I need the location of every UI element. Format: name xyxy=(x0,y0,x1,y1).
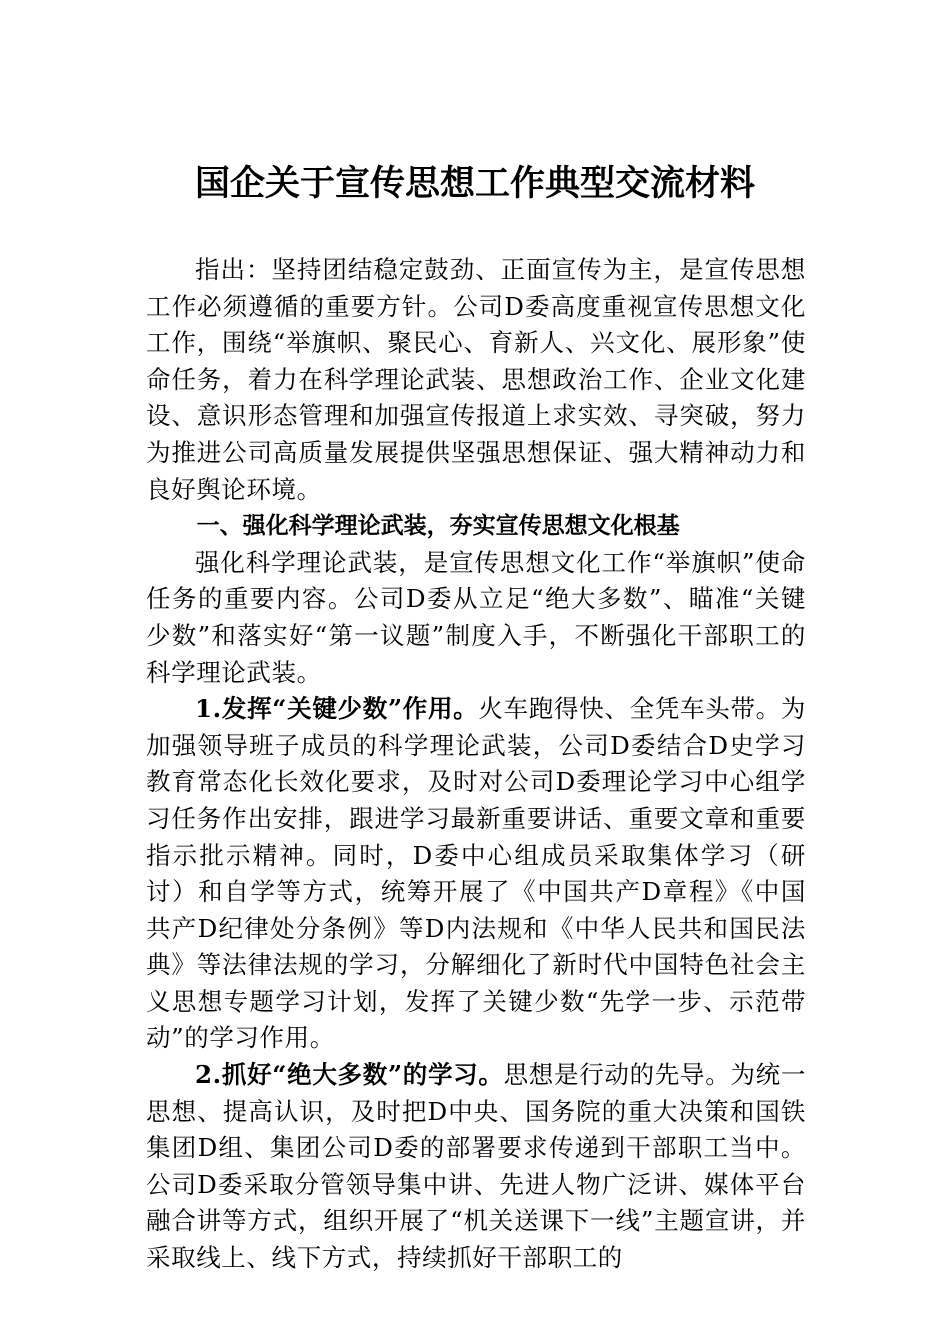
document-title: 国企关于宣传思想工作典型交流材料 xyxy=(194,163,755,204)
item2-text: 思想是行动的先导。为统一思想、提高认识，及时把D中央、国务院的重大决策和国铁集团D组、集团公司D委的部署要求传递到干部职工当中。公司D委采取分管领导集中讲、先进人物广泛讲、媒体平台融合讲等方式，组织开展了“机关送课下一线”主题宣讲，并采取线上、线下方式，持续抓好干部职工的 xyxy=(146,1060,806,1273)
item1-lead: 1.发挥“关键少数”作用。 xyxy=(195,694,479,724)
section-intro-paragraph: 强化科学理论武装，是宣传思想文化工作“举旗帜”使命任务的重要内容。公司D委从立足“绝大多数”、瞄准“关键少数”和落实好“第一议题”制度入手，不断强化干部职工的科学理论武装。 xyxy=(146,547,806,687)
item1-paragraph xyxy=(146,691,806,1057)
document-body xyxy=(146,252,806,1277)
item1-text: 火车跑得快、全凭车头带。为加强领导班子成员的科学理论武装，公司D委结合D史学习教育常态化长效化要求，及时对公司D委理论学习中心组学习任务作出安排，跟进学习最新重要讲话、重要文章和重要指示批示精神。同时，D委中心组成员采取集体学习（研讨）和自学等方式，统筹开展了《中国共产D章程》《中国共产D纪律处分条例》等D内法规和《中华人民共和国民法典》等法律法规的学习，分解细化了新时代中国特色社会主义思想专题学习计划，发挥了关键少数“先学一步、示范带动”的学习作用。 xyxy=(146,694,806,1053)
item2-lead: 2.抓好“绝大多数”的学习。 xyxy=(195,1060,504,1090)
item2-paragraph xyxy=(146,1057,806,1277)
intro-paragraph: 指出：坚持团结稳定鼓劲、正面宣传为主，是宣传思想工作必须遵循的重要方针。公司D委高度重视宣传思想文化工作，围绕“举旗帜、聚民心、育新人、兴文化、展形象”使命任务，着力在科学理论武装、思想政治工作、企业文化建设、意识形态管理和加强宣传报道上求实效、寻突破，努力为推进公司高质量发展提供坚强思想保证、强大精神动力和良好舆论环境。 xyxy=(146,255,806,504)
section-heading: 一、强化科学理论武装，夯实宣传思想文化根基 xyxy=(196,513,680,540)
